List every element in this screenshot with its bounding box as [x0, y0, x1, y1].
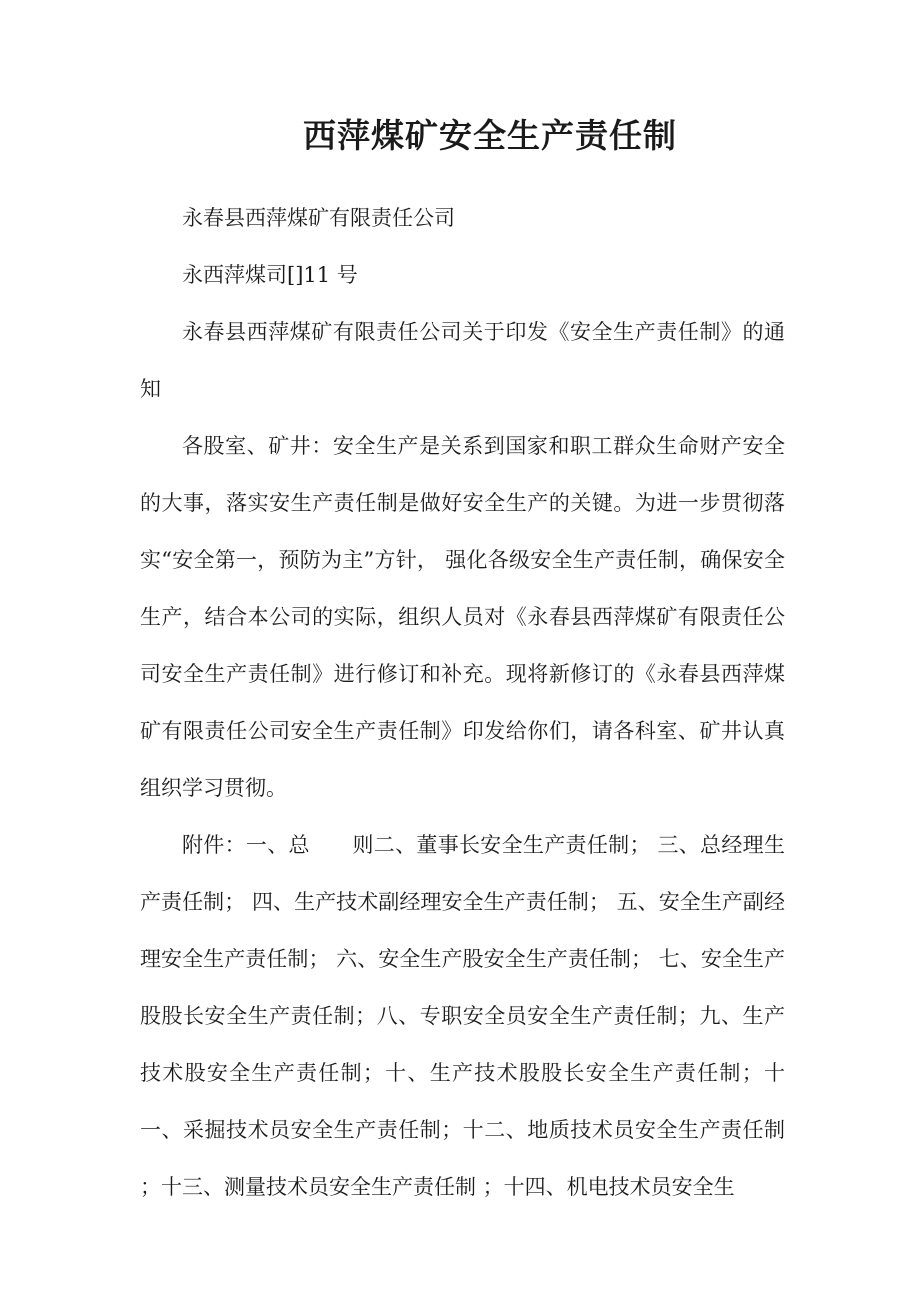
document-body	[140, 190, 785, 1216]
document-title: 西萍煤矿安全生产责任制	[303, 116, 677, 155]
notice-heading-paragraph: 永春县西萍煤矿有限责任公司关于印发《安全生产责任制》的通知	[140, 320, 785, 401]
attachments-paragraph: 附件：一、总 则二、董事长安全生产责任制； 三、总经理生产责任制； 四、生产技术副经理安全生产责任制； 五、安全生产副经理安全生产责任制； 六、安全生产股安全生产责任制； 七、安全生产股股长安全生产责任制；八、专职安全员安全生产责任制；九、生产技术股安全生产责任制；十、生产技术股股长安全生产责任制；十一、采掘技术员安全生产责任制；十二、地质技术员安全生产责任制 ；十三、测量技术员安全生产责任制 ；十四、机电技术员安全生	[140, 833, 785, 1199]
document-number-paragraph: 永西萍煤司[]11 号	[182, 263, 358, 287]
main-body-paragraph: 各股室、矿井：安全生产是关系到国家和职工群众生命财产安全的大事，落实安生产责任制是做好安全生产的关键。为进一步贯彻落实“安全第一，预防为主”方针， 强化各级安全生产责任制，确保安全生产，结合本公司的实际，组织人员对《永春县西萍煤矿有限责任公司安全生产责任制》进行修订和补充。现将新修订的《永春县西萍煤矿有限责任公司安全生产责任制》印发给你们，请各科室、矿井认真组织学习贯彻。	[140, 434, 785, 800]
company-name-paragraph: 永春县西萍煤矿有限责任公司	[182, 206, 455, 230]
